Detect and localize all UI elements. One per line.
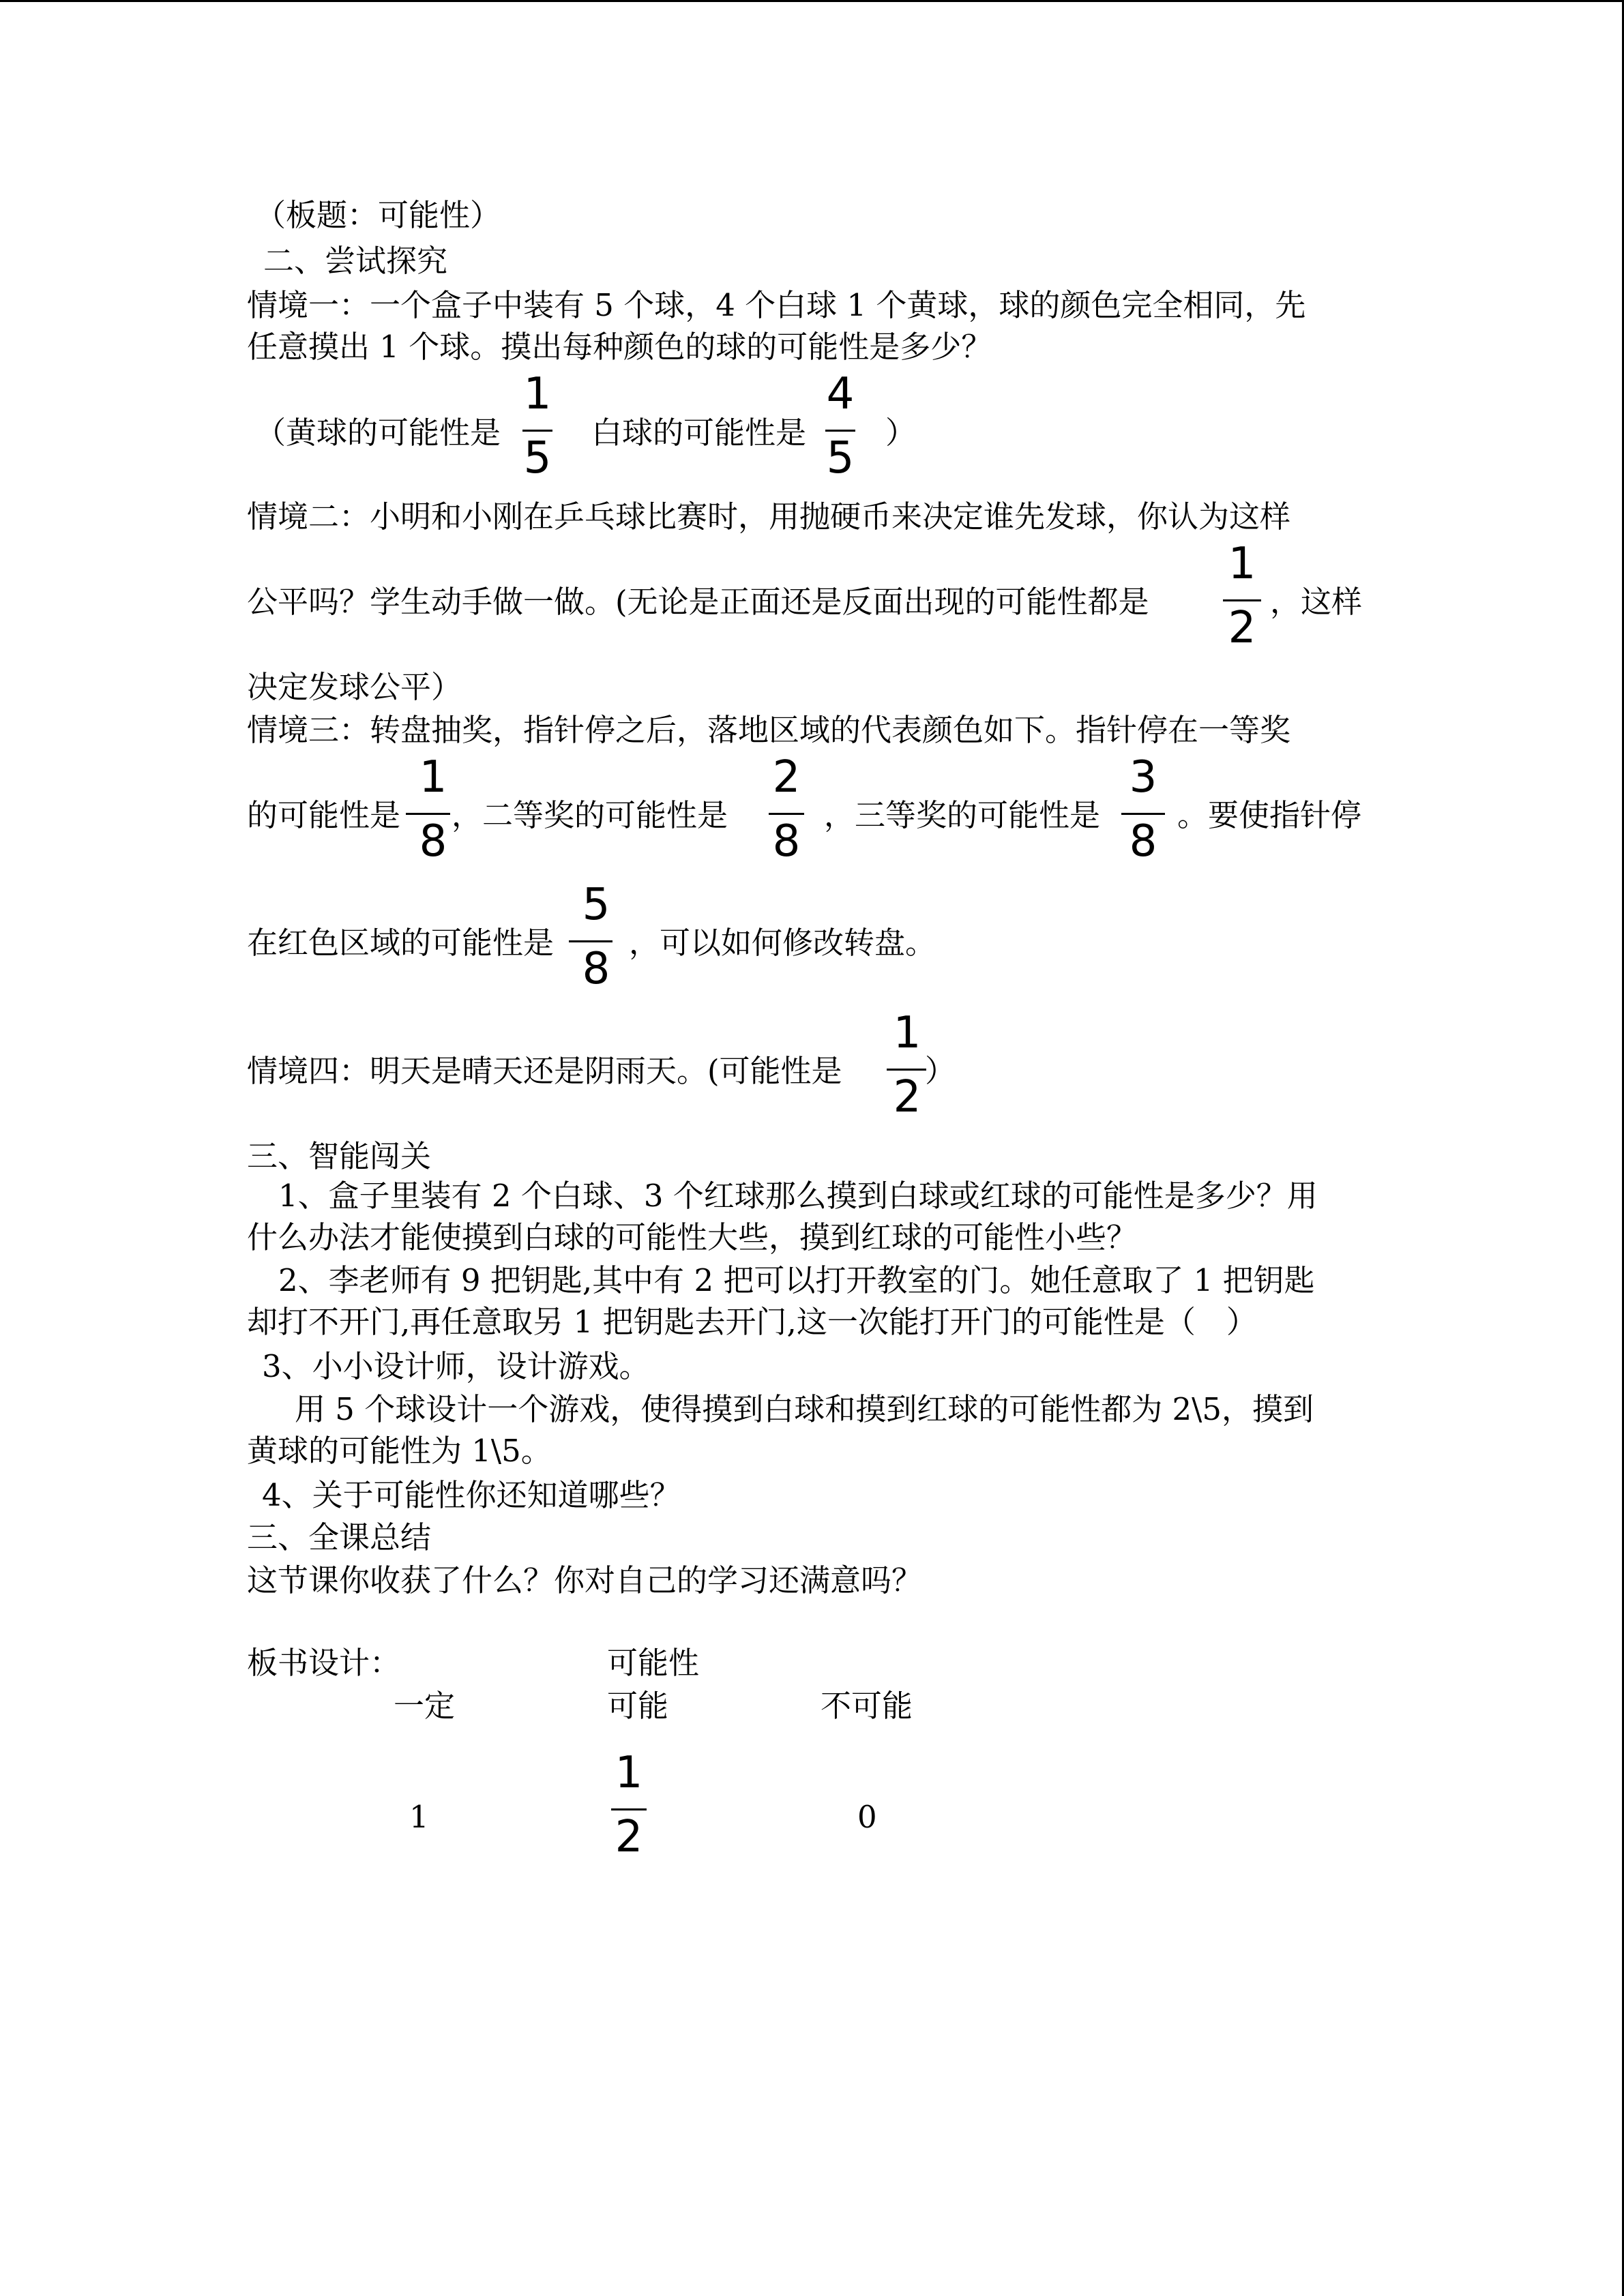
scenario-2-line-2: 公平吗？学生动手做一做。(无论是正面还是反面出现的可能性都是 <box>247 584 1149 620</box>
fraction-denominator: 8 <box>772 816 801 867</box>
fraction-bar <box>569 940 612 942</box>
board-design-label: 板书设计： <box>247 1645 401 1681</box>
fraction-denominator: 8 <box>582 944 610 994</box>
board-col-certain: 一定 <box>394 1688 456 1724</box>
scenario-1-line-2: 任意摸出 1 个球。摸出每种颜色的球的可能性是多少？ <box>247 329 992 365</box>
fraction-numerator: 1 <box>419 752 447 803</box>
fraction-bar <box>769 813 804 815</box>
scenario-4-text-a: 情境四：明天是晴天还是阴雨天。(可能性是 <box>247 1053 842 1089</box>
board-title: 可能性 <box>607 1645 700 1681</box>
fraction-numerator: 4 <box>826 369 855 419</box>
board-col-impossible: 不可能 <box>821 1688 913 1724</box>
scenario-1-line-1: 情境一：一个盒子中装有 5 个球，4 个白球 1 个黄球，球的颜色完全相同，先 <box>247 287 1306 323</box>
fraction-denominator: 2 <box>893 1072 921 1122</box>
fraction-numerator: 1 <box>615 1748 643 1798</box>
fraction-denominator: 5 <box>826 433 855 483</box>
fraction-denominator: 2 <box>615 1812 643 1862</box>
page-top-border <box>0 0 1624 2</box>
scenario-3-text-f: ，可以如何修改转盘。 <box>629 925 936 961</box>
scenario-4-text-b: ） <box>925 1053 956 1089</box>
scenario-3-text-d: 。要使指针停 <box>1177 797 1362 833</box>
scenario-3-text-b: ，二等奖的可能性是 <box>452 797 728 833</box>
fraction-denominator: 8 <box>1129 816 1157 867</box>
scenario-3-line-1: 情境三：转盘抽奖，指针停之后，落地区域的代表颜色如下。指针停在一等奖 <box>247 712 1291 748</box>
scenario-3-text-a: 的可能性是 <box>247 797 401 833</box>
fraction-numerator: 1 <box>893 1008 921 1058</box>
fraction-denominator: 2 <box>1228 603 1256 653</box>
board-col-possible: 可能 <box>607 1688 669 1724</box>
scenario-1-answer-c: ） <box>885 415 917 451</box>
problem-3: 3、小小设计师，设计游戏。 <box>262 1348 650 1384</box>
fraction-bar <box>611 1808 647 1810</box>
scenario-2-line-3: 决定发球公平） <box>247 669 462 705</box>
fraction-numerator: 1 <box>1228 539 1256 589</box>
fraction-bar <box>522 430 552 432</box>
summary-question: 这节课你收获了什么？你对自己的学习还满意吗？ <box>247 1562 923 1598</box>
section-heading-explore: 二、尝试探究 <box>263 243 448 279</box>
problem-2-line-1: 2、李老师有 9 把钥匙,其中有 2 把可以打开教室的门。她任意取了 1 把钥匙 <box>278 1262 1315 1298</box>
problem-3-line-2: 用 5 个球设计一个游戏，使得摸到白球和摸到红球的可能性都为 2\5，摸到 <box>295 1391 1314 1427</box>
scenario-3-text-e: 在红色区域的可能性是 <box>247 925 555 961</box>
fraction-denominator: 5 <box>523 433 552 483</box>
fraction-numerator: 3 <box>1129 752 1157 803</box>
scenario-3-text-c: ，三等奖的可能性是 <box>824 797 1101 833</box>
scenario-2-line-1: 情境二：小明和小刚在乒乓球比赛时，用抛硬币来决定谁先发球，你认为这样 <box>247 498 1291 535</box>
scenario-1-answer-b: 白球的可能性是 <box>591 415 807 451</box>
section-heading-summary: 三、全课总结 <box>247 1519 432 1555</box>
board-value-certain: 1 <box>409 1799 429 1835</box>
fraction-bar <box>1223 599 1261 601</box>
problem-3-line-3: 黄球的可能性为 1\5。 <box>247 1433 552 1469</box>
problem-2-line-2: 却打不开门,再任意取另 1 把钥匙去开门,这一次能打开门的可能性是（ ） <box>247 1304 1257 1340</box>
board-value-impossible: 0 <box>857 1799 877 1835</box>
section-heading-challenge: 三、智能闯关 <box>247 1138 432 1174</box>
scenario-1-answer-a: （黄球的可能性是 <box>255 415 501 451</box>
fraction-numerator: 2 <box>772 752 801 803</box>
problem-1-line-1: 1、盒子里装有 2 个白球、3 个红球那么摸到白球或红球的可能性是多少？用 <box>278 1178 1318 1214</box>
fraction-bar <box>1121 813 1165 815</box>
lesson-title: （板题：可能性） <box>255 197 501 233</box>
fraction-bar <box>887 1069 926 1071</box>
fraction-bar <box>406 813 450 815</box>
problem-1-line-2: 什么办法才能使摸到白球的可能性大些，摸到红球的可能性小些？ <box>247 1219 1138 1255</box>
fraction-bar <box>825 430 855 432</box>
problem-4: 4、关于可能性你还知道哪些？ <box>262 1477 681 1513</box>
fraction-numerator: 1 <box>523 369 552 419</box>
scenario-2-line-2-end: ，这样 <box>1270 584 1363 620</box>
fraction-denominator: 8 <box>419 816 447 867</box>
fraction-numerator: 5 <box>582 880 610 930</box>
